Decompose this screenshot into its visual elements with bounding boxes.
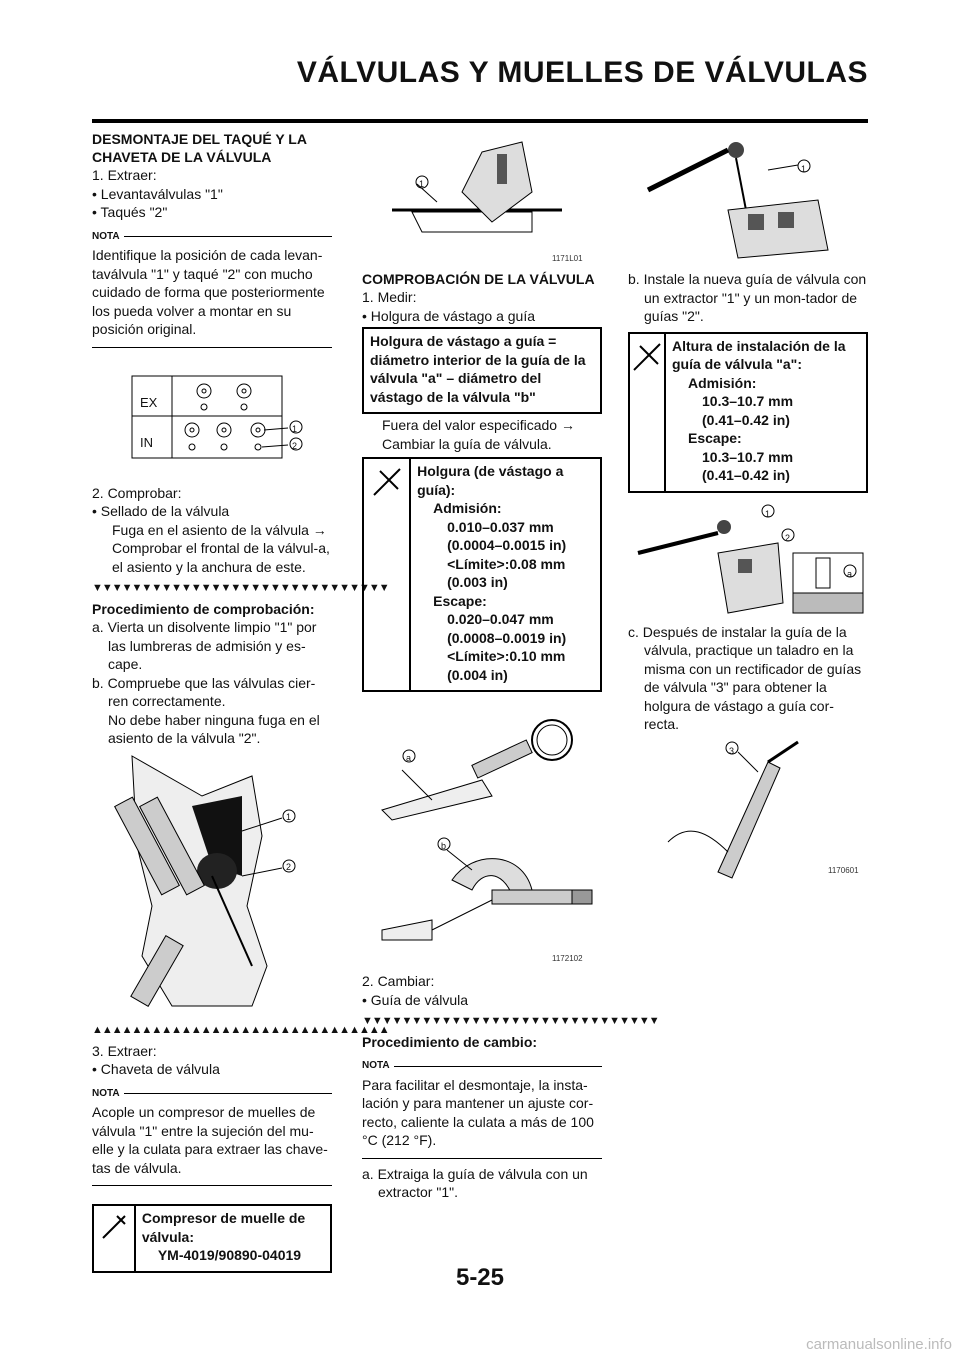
column-3 [628, 130, 868, 884]
note-text-2: Acople un compresor de muelles de válvula "1" entre la sujeción del mu-elle y la culata para extraer las chave-tas de válvula. [92, 1104, 328, 1176]
intake-in: (0.41–0.42 in) [702, 411, 790, 428]
step-1-item-1: • Levantaválvulas "1" [92, 185, 223, 202]
column-1 [92, 130, 389, 1273]
figure-code: 1172102 [552, 954, 583, 963]
figure-guide-install [628, 493, 868, 623]
exhaust-in: (0.0008–0.0019 in) [447, 629, 567, 646]
procedure-step-a: a. Vierta un disolvente limpio "1" por las lumbreras de admisión y es-cape. [92, 619, 317, 672]
note-text-1: Identifique la posición de cada levan-taválvula "1" y taqué "2" con mucho cuidado de forma que posteriormente los pueda volver a montar en su posición original. [92, 247, 325, 337]
exhaust-label: Escape: [688, 430, 742, 446]
intake-label: Admisión: [433, 500, 502, 516]
section-heading-tappet-removal: DESMONTAJE DEL TAQUÉ Y LA CHAVETA DE LA VÁLVULA [92, 131, 307, 165]
note-heading: NOTA [362, 1057, 602, 1076]
callout-1: 1 [419, 179, 425, 189]
step-2: 2. Comprobar: [92, 484, 182, 501]
gauge-micrometer-illustration [362, 700, 602, 970]
intake-mm: 0.010–0.037 mm [447, 518, 554, 535]
installation-height-spec-box [628, 332, 868, 493]
exhaust-label: Escape: [433, 592, 487, 609]
note-divider [92, 1185, 332, 1186]
callout-3: 3 [729, 745, 735, 756]
note-divider [92, 347, 332, 348]
intake-mm: 10.3–10.7 mm [702, 393, 794, 409]
page-number: 5-25 [455, 1264, 505, 1291]
procedure-step-b-detail: No debe haber ninguna fuga en el asiento de la válvula "2". [108, 711, 320, 746]
callout-2: 2 [292, 440, 298, 451]
label-ex: EX [140, 394, 158, 410]
step-3: 3. Extraer: [92, 1042, 157, 1059]
clearance-spec-box [362, 457, 602, 692]
procedure-start-marker: ▼▼▼▼▼▼▼▼▼▼▼▼▼▼▼▼▼▼▼▼▼▼▼▼▼▼▼▼▼▼ [362, 1015, 659, 1027]
intake-label: Admisión: [688, 374, 757, 391]
note-heading: NOTA [92, 1085, 332, 1104]
callout-a: a [406, 753, 412, 763]
intake-limit-in: (0.003 in) [447, 574, 508, 590]
tool-part-number: YM-4019/90890-04019 [157, 1247, 302, 1263]
exhaust-mm: 10.3–10.7 mm [702, 448, 794, 465]
callout-1: 1 [801, 164, 807, 174]
tool-spec-box [92, 1204, 332, 1273]
procedure-step-b: b. Instale la nueva guía de válvula con un extractor "1" y un mon-tador de guías "2". [628, 271, 867, 324]
callout-2: 2 [286, 861, 292, 872]
callout-1: 1 [765, 508, 771, 519]
callout-a: a [847, 568, 853, 579]
note-text: Para facilitar el desmontaje, la insta-lación y para mantener un ajuste cor-recto, caliente la culata a más de 100 °C (212 °F). [362, 1076, 594, 1148]
intake-limit: <Límite>:0.08 mm [447, 555, 566, 572]
note-heading: NOTA [92, 228, 332, 247]
note-divider [362, 1158, 602, 1159]
callout-1: 1 [286, 811, 292, 822]
label-in: IN [140, 434, 153, 450]
step-2-item: • Sellado de la válvula [92, 503, 230, 519]
out-of-spec-action: Fuera del valor especificado → Cambiar la guía de válvula. [382, 417, 575, 452]
intake-in: (0.0004–0.0015 in) [447, 537, 567, 553]
step-2-item: • Guía de válvula [362, 991, 469, 1008]
exhaust-mm: 0.020–0.047 mm [447, 611, 554, 627]
title-rule [92, 119, 868, 123]
procedure-heading-check: Procedimiento de comprobación: [92, 601, 315, 617]
spec-title: Holgura (de vástago a guía): [417, 463, 564, 498]
procedure-step-a: a. Extraiga la guía de válvula con un extractor "1". [362, 1165, 588, 1200]
procedure-start-marker: ▼▼▼▼▼▼▼▼▼▼▼▼▼▼▼▼▼▼▼▼▼▼▼▼▼▼▼▼▼▼ [92, 582, 389, 594]
page-title: VÁLVULAS Y MUELLES DE VÁLVULAS [296, 56, 868, 89]
exhaust-in: (0.41–0.42 in) [702, 467, 790, 483]
step-2-detail: Fuga en el asiento de la válvula → Comprobar el frontal de la válvul-a, el asiento y la anchura de este. [112, 521, 330, 575]
step-1-item: • Holgura de vástago a guía [362, 307, 536, 324]
caliper-icon [630, 334, 666, 491]
step-1-item-2: • Taqués "2" [92, 204, 168, 220]
guide-removal-illustration [628, 130, 868, 260]
procedure-heading-replace: Procedimiento de cambio: [362, 1034, 538, 1050]
figure-code: 1171L01 [552, 254, 583, 263]
figure-guide-removal [628, 130, 868, 270]
tool-icon [94, 1206, 136, 1271]
figure-compressor [362, 130, 602, 270]
figure-code: 1170601 [828, 865, 859, 875]
caliper-icon [364, 459, 411, 690]
procedure-step-c: c. Después de instalar la guía de la válvula, practique un taladro en la misma con un rectificador de guías de válvula "3" para obtener la holgura de vástago a guía cor-recta. [628, 623, 862, 732]
exhaust-limit-in: (0.004 in) [447, 666, 508, 683]
exhaust-limit: <Límite>:0.10 mm [447, 648, 566, 664]
watermark: carmanualsonline.info [806, 1336, 952, 1353]
column-2 [362, 130, 659, 1202]
spec-title: Altura de instalación de la guía de válvula "a": [672, 337, 846, 372]
formula-box [362, 327, 602, 414]
figure-measurement [362, 692, 602, 972]
tool-name: Compresor de muelle de válvula: [141, 1210, 306, 1245]
figure-valve-seal-check [92, 748, 332, 1018]
step-1: 1. Extraer: [92, 167, 157, 183]
callout-2: 2 [785, 532, 791, 543]
callout-b: b [441, 841, 447, 851]
section-heading-valve-check: COMPROBACIÓN DE LA VÁLVULA [362, 271, 595, 287]
guide-install-illustration [628, 503, 868, 623]
figure-reamer [628, 734, 868, 884]
step-2: 2. Cambiar: [362, 973, 435, 989]
figure-valve-layout [92, 354, 332, 484]
step-1: 1. Medir: [362, 289, 417, 305]
step-3-item: • Chaveta de válvula [92, 1061, 220, 1077]
reamer-illustration [628, 742, 868, 882]
compressor-illustration [362, 132, 602, 262]
procedure-end-marker: ▲▲▲▲▲▲▲▲▲▲▲▲▲▲▲▲▲▲▲▲▲▲▲▲▲▲▲▲▲▲ [92, 1023, 389, 1036]
procedure-step-b: b. Compruebe que las válvulas cier-ren correctamente. [92, 674, 316, 709]
valve-seal-illustration [92, 756, 332, 1016]
clearance-formula: Holgura de vástago a guía = diámetro interior de la guía de la válvula "a" – diámetro del vástago de la válvula "b" [370, 333, 586, 405]
callout-1: 1 [292, 423, 298, 434]
